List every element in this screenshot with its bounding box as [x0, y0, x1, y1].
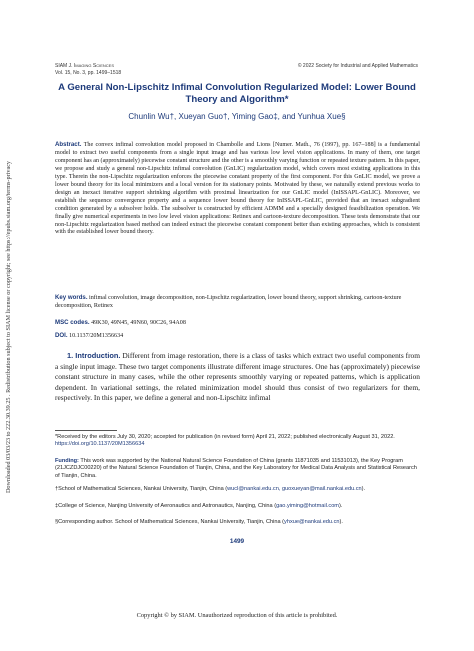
- copyright-footer: Copyright © by SIAM. Unauthorized reproduction of this article is prohibited.: [136, 612, 338, 619]
- abstract: [55, 141, 420, 237]
- download-notice: Downloaded 03/03/23 to 222.30.39.25 . Redistribution subject to SIAM license or copyright; see https://epubs.siam.org/terms-privacy: [5, 160, 12, 494]
- title-line-1: A General Non-Lipschitz Infimal Convolution Regularized Model: Lower Bound: [58, 82, 416, 93]
- section-close: ).: [339, 519, 343, 525]
- ddagger-text: ‡College of Science, Nanjing University of Aeronautics and Astronautics, Nanjing, China (: [55, 503, 277, 509]
- doi-text: 10.1137/20M1356634: [69, 333, 124, 339]
- funding-label: Funding:: [55, 458, 79, 464]
- abstract-label: Abstract.: [55, 141, 82, 148]
- footnote-section: [55, 519, 420, 526]
- funding-text: This work was supported by the National Natural Science Foundation of China (grants 11871035 and 11531013), the Key Program (21JCZDJC00220) of the Natural Science Foundation of Tianjin, China, and the Key Laboratory for Medical Data Analysis and Statistical Research of Tianjin, China.: [55, 458, 417, 479]
- abstract-text: The convex infimal convolution model proposed in Chambolle and Lions [Numer. Math., 76 (1997), pp. 167–188] is a fundamental model to extract two useful components from a single input image and has various low level vision applications. In many of them, one target component has an (approximately) piecewise constant structure and the other is a smoothly varying function or repeated texture pattern. In this paper, we propose and study a general non-Lipschitz infimal convolution (GnLIC) regularization model, which covers most existing applications in this type. Therein the non-Lipschitz regularization enforces the piecewise constant property of the first component. For this GnLIC model, we prove a lower bound theory for its local minimizers and a local version for its stationary points. Motivated by these, we naturally extend previous works to design an inexact iterative support shrinking algorithm with proximal linearization for our GnLIC model (InISSAPL-GnLIC). Moreover, we establish the sequence convergence property and a sequence lower bound theory for InISSAPL-GnLIC, provided that an inexact subgradient condition generated by a subsolver holds. The subsolver is constructed by efficient ADMM and a specially designed feasibilization operation. We finally give numerical experiments in two low level vision applications: Retinex and cartoon-texture decomposition. These tests demonstrate that our non-Lipschitz regularization based method can indeed extract the piecewise constant component better than existing approaches, which is consistent with the established lower bound theory.: [55, 142, 420, 236]
- page-number: 1499: [229, 538, 245, 545]
- copyright-header: © 2022 Society for Industrial and Applied Mathematics: [297, 63, 418, 69]
- footnote-dagger: [55, 486, 420, 493]
- keywords-label: Key words.: [55, 294, 88, 301]
- section-email-link[interactable]: yhxue@nankai.edu.cn: [284, 519, 340, 525]
- keywords-text: infimal convolution, image decomposition, non-Lipschitz regularization, lower bound theory, support shrinking, cartoon-texture decomposition, Retinex: [55, 295, 402, 309]
- journal-volume: Vol. 15, No. 3, pp. 1499–1518: [55, 69, 122, 76]
- footnote-funding: [55, 458, 420, 480]
- msc-label: MSC codes.: [55, 319, 90, 326]
- dagger-text: †School of Mathematical Sciences, Nankai University, Tianjin, China (: [55, 486, 228, 492]
- intro-heading: 1. Introduction.: [67, 351, 121, 360]
- keywords: [55, 294, 420, 311]
- paper-title: [50, 82, 424, 106]
- authors: Chunlin Wu†, Xueyan Guo†, Yiming Gao‡, and Yunhua Xue§: [128, 112, 346, 121]
- msc-codes: [55, 319, 420, 328]
- footnote-ddagger: [55, 503, 420, 510]
- ddagger-close: ).: [338, 503, 343, 509]
- dagger-email-link[interactable]: wucl@nankai.edu.cn, guoxueyan@mail.nankai.edu.cn: [227, 486, 362, 492]
- footnote-received: [55, 434, 420, 449]
- journal-header: [55, 63, 121, 76]
- msc-text: 49K30, 49N45, 49N60, 90C26, 94A08: [91, 320, 186, 326]
- intro-text: Different from image restoration, there is a class of tasks which extract two useful components from a single input image. These two target components illustrate different image structures. One has (approximately) piecewise constant structure in many cases, while the other represents smoothly varying or repeated patterns, which is application dependent. In variational settings, the related minimization model should thus consist of two regularizers for them, respectively. In this paper, we define a general and non-Lipschitz infimal: [55, 351, 420, 403]
- footnote-rule: [55, 430, 117, 431]
- journal-name: SIAM J. Imaging Sciences: [55, 63, 115, 69]
- dagger-close: ).: [361, 486, 366, 492]
- section-text: §Corresponding author. School of Mathematical Sciences, Nankai University, Tianjin, China (: [55, 519, 285, 525]
- introduction: [55, 351, 420, 404]
- doi: [55, 332, 420, 341]
- title-line-2: Theory and Algorithm*: [185, 94, 289, 105]
- ddagger-email-link[interactable]: gao.yiming@hotmail.com: [276, 503, 339, 509]
- doi-label: DOI.: [55, 332, 68, 339]
- received-text: *Received by the editors July 30, 2020; accepted for publication (in revised form) April 21, 2022; published electronically August 31, 2022.: [55, 434, 395, 440]
- doi-link[interactable]: https://doi.org/10.1137/20M1356634: [55, 441, 145, 448]
